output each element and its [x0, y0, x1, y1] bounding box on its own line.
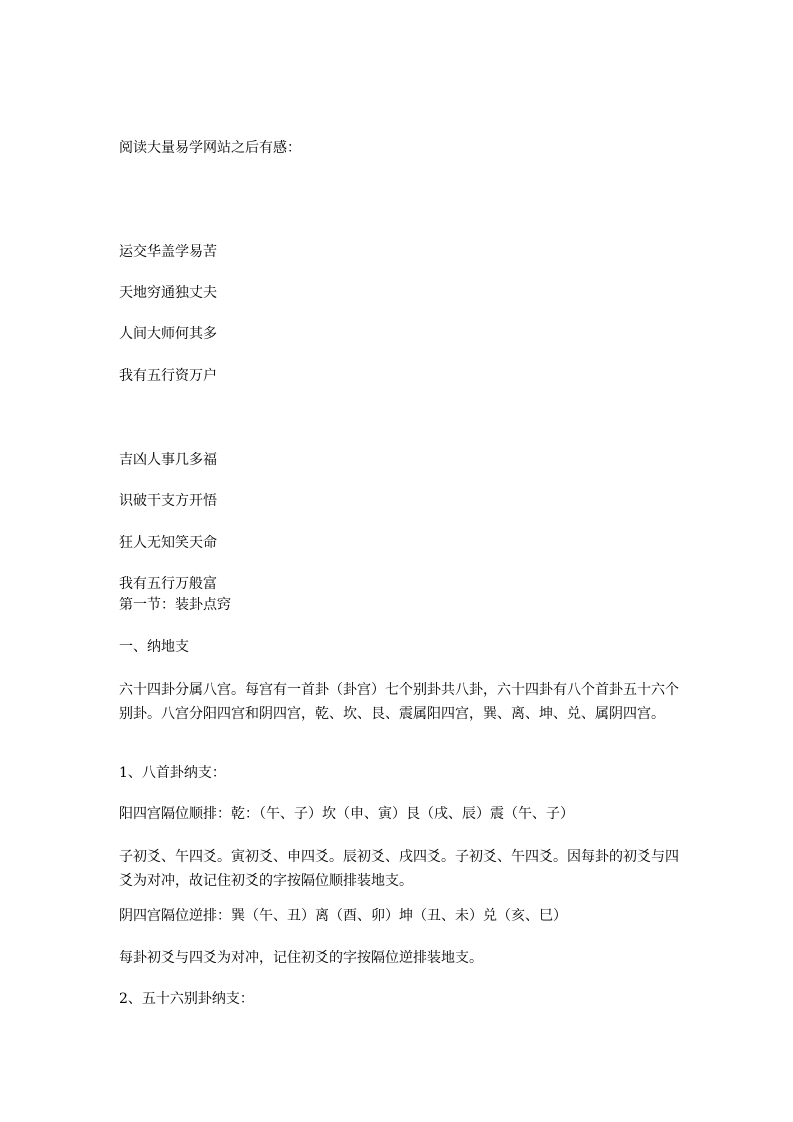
item-1-title: 1、八首卦纳支：	[119, 765, 226, 781]
poem-line-1: 运交华盖学易苦	[119, 244, 217, 260]
yang-rule-line: 阳四宫隔位顺排：乾：（午、子）坎（申、寅）艮（戌、辰）震（午、子）	[119, 806, 574, 822]
poem-line-4: 我有五行资万户	[119, 368, 217, 384]
section-title: 第一节：装卦点窍	[119, 597, 231, 613]
poem-line-8: 我有五行万般富	[119, 576, 217, 592]
subsection-title: 一、纳地支	[119, 639, 189, 655]
poem-line-6: 识破干支方开悟	[119, 493, 217, 509]
yin-explain-line: 每卦初爻与四爻为对冲，记住初爻的字按隔位逆排装地支。	[119, 950, 483, 966]
poem-line-2: 天地穷通独丈夫	[119, 285, 217, 301]
item-2-title: 2、五十六别卦纳支：	[119, 991, 254, 1007]
yang-explain-paragraph: 子初爻、午四爻。寅初爻、申四爻。辰初爻、戌四爻。子初爻、午四爻。因每卦的初爻与四爻为对冲，故记住初爻的字按隔位顺排装地支。	[119, 849, 679, 889]
paragraph-1: 六十四卦分属八宫。每宫有一首卦（卦宫）七个别卦共八卦，六十四卦有八个首卦五十六个别卦。八宫分阳四宫和阴四宫，乾、坎、艮、震属阳四宫，巽、离、坤、兑、属阴四宫。	[119, 682, 679, 722]
poem-line-5: 吉凶人事几多福	[119, 452, 217, 468]
poem-line-7: 狂人无知笑天命	[119, 535, 217, 551]
yin-rule-line: 阴四宫隔位逆排：巽（午、丑）离（酉、卯）坤（丑、未）兑（亥、巳）	[119, 908, 567, 924]
poem-line-3: 人间大师何其多	[119, 326, 217, 342]
intro-line: 阅读大量易学网站之后有感：	[119, 140, 301, 156]
